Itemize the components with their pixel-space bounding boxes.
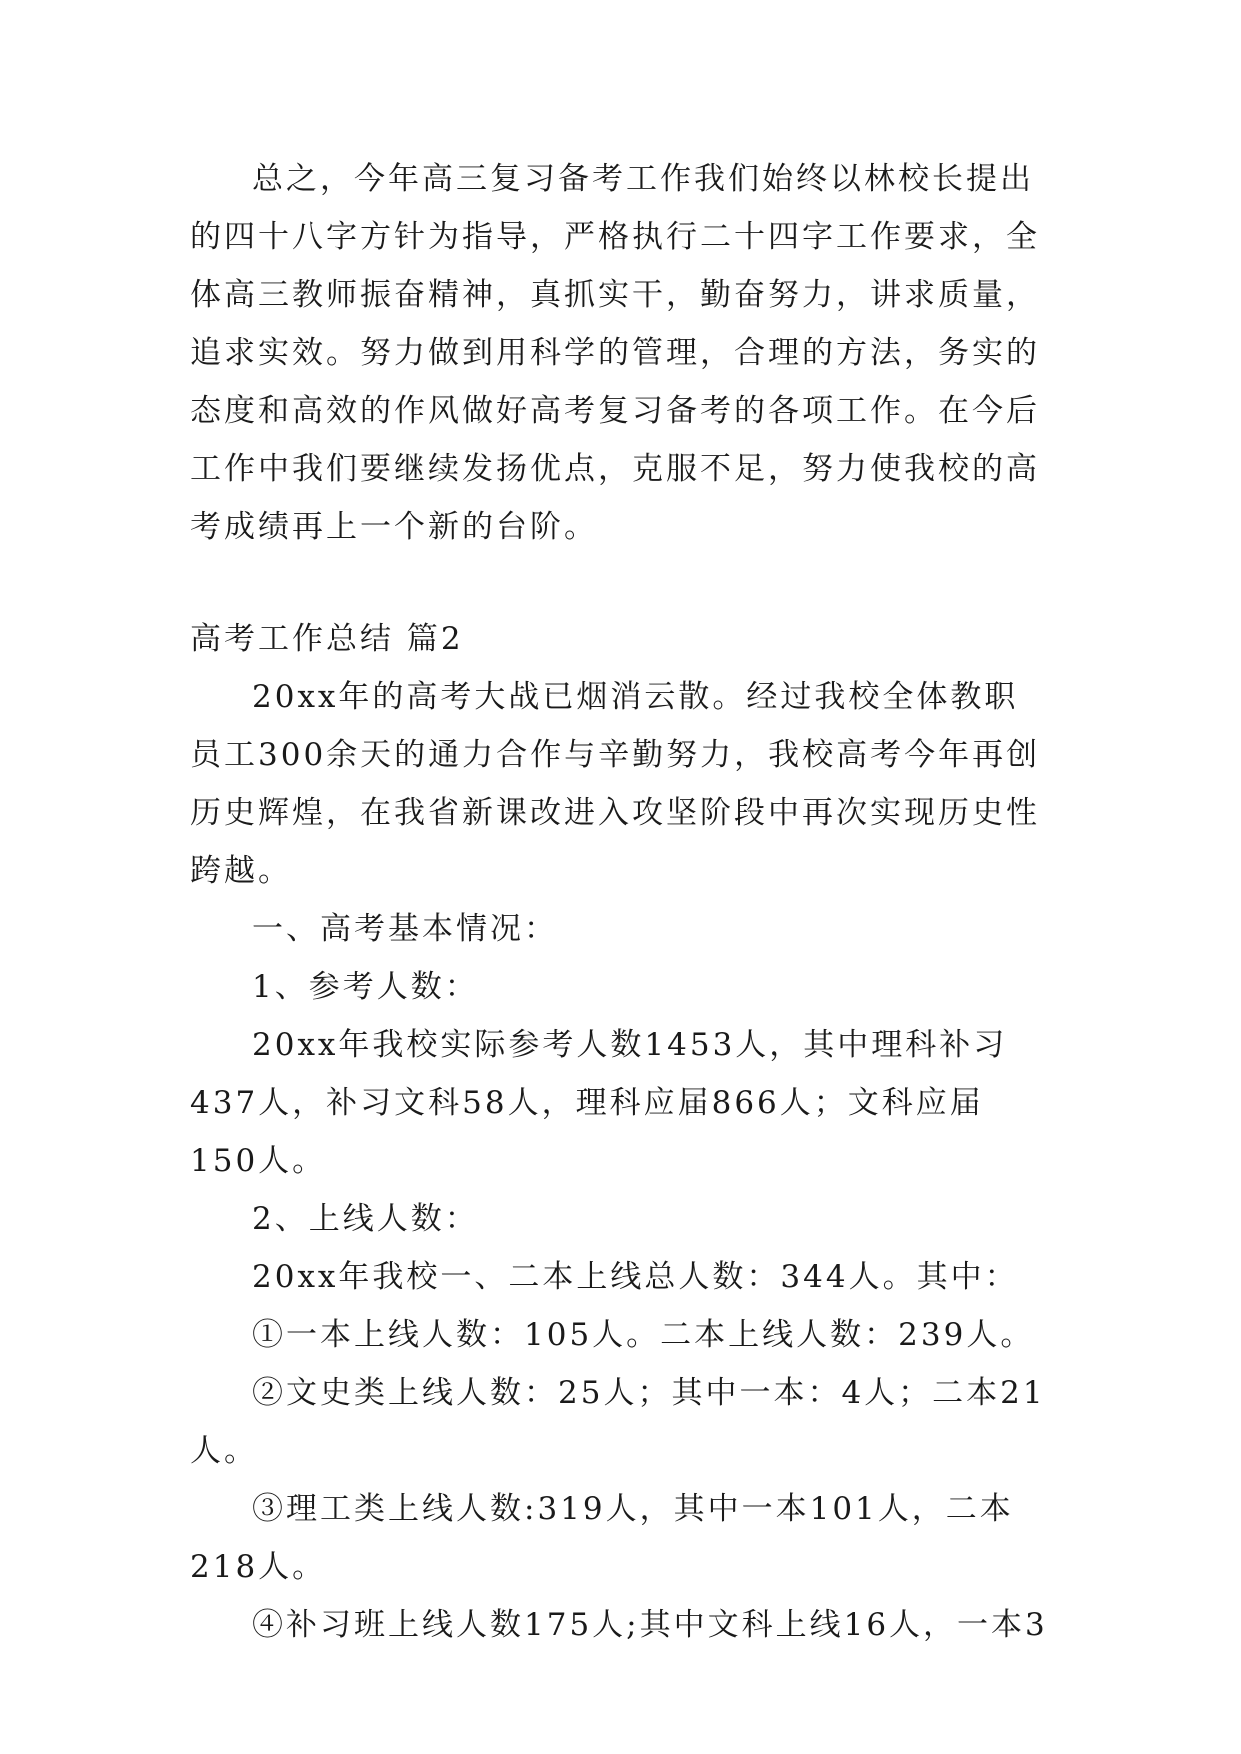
admission-count-text: 20xx年我校一、二本上线总人数：344人。其中： xyxy=(252,1259,1019,1295)
point-1: ①一本上线人数：105人。二本上线人数：239人。 xyxy=(252,1317,1035,1353)
point-3: ③理工类上线人数:319人，其中一本101人，二本218人。 xyxy=(190,1491,1014,1585)
point-2: ②文史类上线人数：25人；其中一本：4人；二本21人。 xyxy=(190,1375,1046,1469)
participant-count-text: 20xx年我校实际参考人数1453人，其中理科补习437人，补习文科58人，理科应届866人；文科应届150人。 xyxy=(190,1027,1008,1179)
section-heading: 高考工作总结 篇2 xyxy=(190,621,464,657)
closing-paragraph: 总之，今年高三复习备考工作我们始终以林校长提出的四十八字方针为指导，严格执行二十四字工作要求，全体高三教师振奋精神，真抓实干，勤奋努力，讲求质量，追求实效。努力做到用科学的管理，合理的方法，务实的态度和高效的作风做好高考复习备考的各项工作。在今后工作中我们要继续发扬优点，克服不足，努力使我校的高考成绩再上一个新的台阶。 xyxy=(190,161,1040,545)
intro-paragraph: 20xx年的高考大战已烟消云散。经过我校全体教职员工300余天的通力合作与辛勤努力，我校高考今年再创历史辉煌，在我省新课改进入攻坚阶段中再次实现历史性跨越。 xyxy=(190,679,1041,889)
basic-situation-title: 一、高考基本情况： xyxy=(252,911,558,947)
document-page xyxy=(190,150,1050,1654)
point-4: ④补习班上线人数175人;其中文科上线16人，一本3 xyxy=(252,1607,1048,1643)
participant-count-title: 1、参考人数： xyxy=(252,969,479,1005)
admission-count-title: 2、上线人数： xyxy=(252,1201,479,1237)
